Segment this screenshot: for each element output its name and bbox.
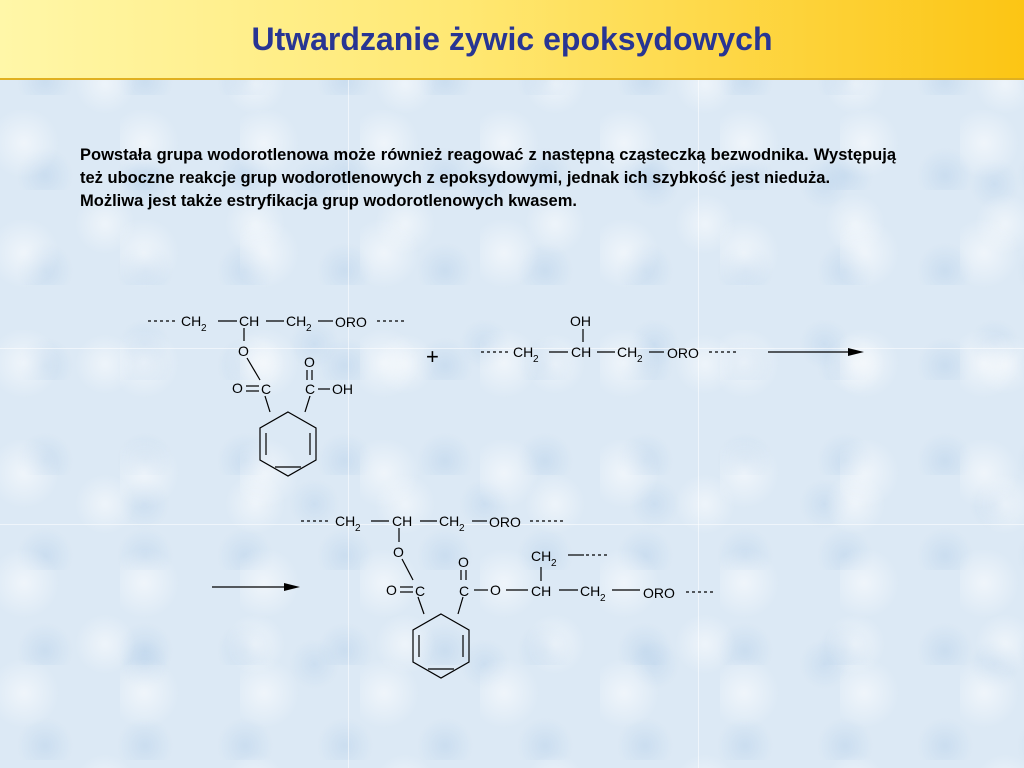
atom-label: CH bbox=[335, 513, 356, 529]
atom-label: CH bbox=[181, 313, 202, 329]
subscript-label: 2 bbox=[637, 354, 643, 365]
atom-label: CH bbox=[571, 344, 592, 360]
atom-label: C bbox=[305, 381, 316, 397]
atom-label: CH bbox=[617, 344, 638, 360]
atom-label: OH bbox=[570, 313, 591, 329]
atom-label: O bbox=[232, 380, 243, 396]
atom-label: CH bbox=[392, 513, 413, 529]
atom-label: ORO bbox=[667, 345, 699, 361]
atom-label: CH bbox=[531, 548, 552, 564]
atom-label: O bbox=[304, 354, 315, 370]
atom-label: O bbox=[393, 544, 404, 560]
atom-label: O bbox=[490, 582, 501, 598]
subscript-label: 2 bbox=[306, 323, 312, 334]
subscript-label: 2 bbox=[551, 558, 557, 569]
subscript-label: 2 bbox=[355, 523, 361, 534]
atom-label: CH bbox=[439, 513, 460, 529]
arrow-right-icon bbox=[284, 583, 300, 591]
atom-label: O bbox=[386, 582, 397, 598]
atom-label: ORO bbox=[335, 314, 367, 330]
atom-label: CH bbox=[513, 344, 534, 360]
atom-label: O bbox=[238, 343, 249, 359]
subscript-label: 2 bbox=[459, 523, 465, 534]
subscript-label: 2 bbox=[600, 593, 606, 604]
atom-label: ORO bbox=[643, 585, 675, 601]
atom-label: CH bbox=[286, 313, 307, 329]
atom-label: CH bbox=[580, 583, 601, 599]
atom-label: O bbox=[458, 554, 469, 570]
subscript-label: 2 bbox=[201, 323, 207, 334]
paragraph-1: Powstała grupa wodorotlenowa może również reagować z następną cząsteczką bezwodnika. Występują też uboczne reakcje grup wodorotlenowych z epoksydowymi, jednak ich szybkość jest nieduża. bbox=[80, 146, 896, 187]
atom-label: OH bbox=[332, 381, 353, 397]
arrow-right-icon bbox=[848, 348, 864, 356]
atom-label: CH bbox=[531, 583, 552, 599]
subscript-label: 2 bbox=[533, 354, 539, 365]
atom-label: C bbox=[415, 583, 426, 599]
atom-label: ORO bbox=[489, 514, 521, 530]
paragraph-2: Możliwa jest także estryfikacja grup wodorotlenowych kwasem. bbox=[80, 192, 577, 210]
slide-title: Utwardzanie żywic epoksydowych bbox=[251, 21, 773, 57]
atom-label: C bbox=[459, 583, 470, 599]
atom-label: C bbox=[261, 381, 272, 397]
plus-sign: + bbox=[426, 344, 439, 369]
atom-label: CH bbox=[239, 313, 260, 329]
